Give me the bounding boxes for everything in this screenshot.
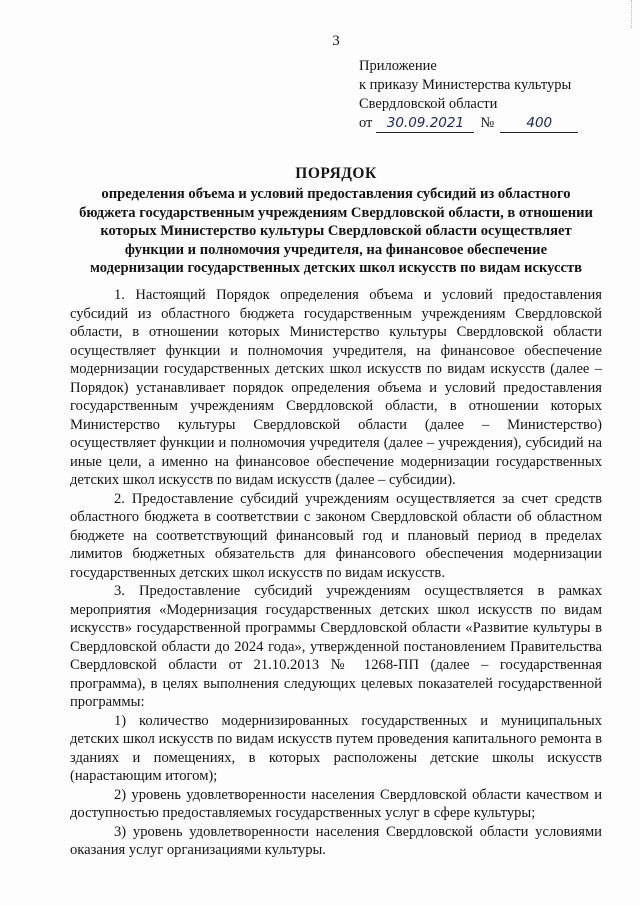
page-number: 3: [332, 33, 340, 49]
paragraph-2: 2. Предоставление субсидий учреждениям осуществляется за счет средств областного бюджета в соответствии с законом Свердловской области об областном бюджете на соответствующий финансовый год и плановый период в пределах лимитов бюджетных обязательств для финансового обеспечения модернизации государственных детских школ искусств по видам искусств.: [70, 490, 602, 581]
document-subtitle: [66, 185, 606, 278]
appendix-line-1: Приложение: [359, 58, 437, 74]
list-item-1: 1) количество модернизированных государственных и муниципальных детских школ искусств по видам искусств путем проведения капитального ремонта в зданиях и помещениях, в которых расположены детские школы искусств (нарастающим итогом);: [70, 712, 602, 784]
number-sign: №: [480, 115, 495, 131]
document-title: ПОРЯДОК: [295, 165, 377, 182]
list-item-3: 3) уровень удовлетворенности населения Свердловской области условиями оказания услуг организациями культуры.: [70, 823, 602, 858]
appendix-line-3: Свердловской области: [359, 96, 498, 112]
list-item-2: 2) уровень удовлетворенности населения Свердловской области качеством и доступностью предоставляемых государственных услуг в сфере культуры;: [70, 786, 602, 821]
appendix-line-2: к приказу Министерства культуры: [359, 77, 572, 93]
paragraph-3: 3. Предоставление субсидий учреждениям осуществляется в рамках мероприятия «Модернизация государственных детских школ искусств по видам искусств» государственной программы Свердловской области «Развитие культуры в Свердловской области до 2024 года», утвержденной постановлением Правительства Свердловской области от 21.10.2013 № 1268-ПП (далее – государственная программа), в целях выполнения следующих целевых показателей государственной программы:: [70, 583, 602, 710]
date-prefix: от: [359, 115, 373, 131]
subtitle-line: определения объема и условий предоставления субсидий из областного: [101, 186, 571, 202]
subtitle-line: функции и полномочия учредителя, на финансовое обеспечение: [124, 241, 548, 258]
handwritten-date: 30.09.2021: [376, 115, 474, 133]
subtitle-line: которых Министерство культуры Свердловской области осуществляет: [100, 223, 572, 239]
approval-line: [359, 114, 599, 133]
subtitle-line: бюджета государственным учреждениям Свердловской области, в отношении: [79, 204, 593, 221]
appendix-block: [359, 57, 599, 133]
paragraph-1: 1. Настоящий Порядок определения объема и условий предоставления субсидий из областного бюджета государственным учреждениям Свердловской области, в отношении которых Министерство культуры Свердловской области осуществляет функции и полномочия учредителя, на финансовое обеспечение модернизации государственных детских школ искусств по видам искусств (далее – Порядок) устанавливает порядок определения объема и условий предоставления государственным учреждениям Свердловской области, в отношении которых Министерство культуры Свердловской области (далее – Министерство) осуществляет функции и полномочия учредителя (далее – учреждения), субсидий на иные цели, а именно на финансовое обеспечение модернизации государственных детских школ искусств по видам искусств (далее – субсидии).: [70, 287, 602, 488]
page-edge-mark: [630, 0, 632, 28]
handwritten-number: 400: [500, 115, 578, 133]
subtitle-line: модернизации государственных детских школ искусств по видам искусств: [90, 260, 582, 276]
document-body: [70, 286, 602, 860]
